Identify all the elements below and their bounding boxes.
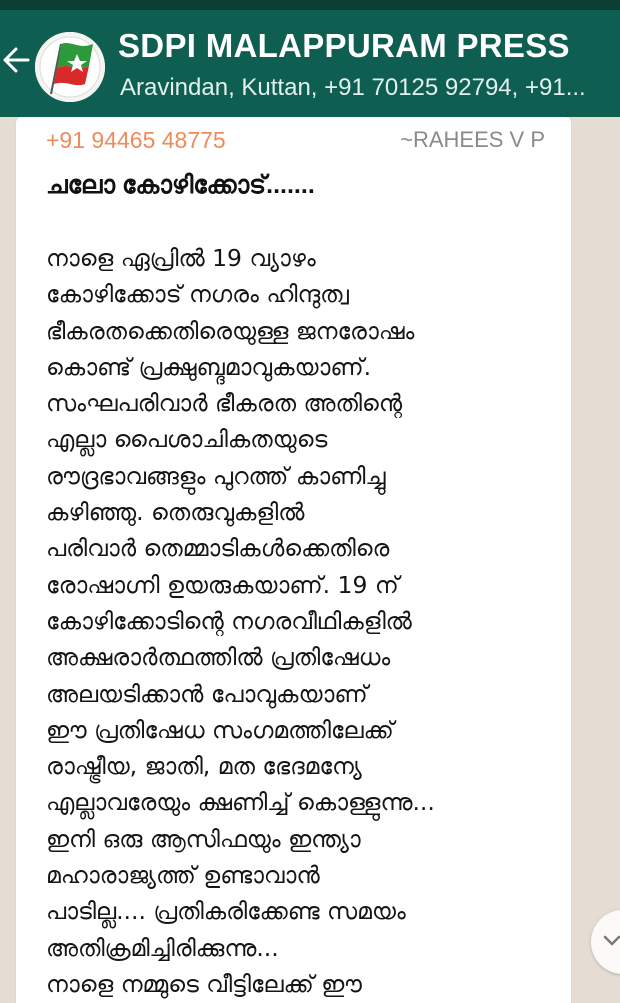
arrow-left-icon (0, 40, 34, 80)
scroll-to-bottom-button[interactable] (591, 910, 620, 974)
message-line: അതിക്രമിച്ചിരിക്കുന്നു... (46, 933, 279, 962)
message-line: കോഴിക്കോട് നഗരം ഹിന്ദുത്വ (46, 280, 349, 309)
message-line: കൊണ്ട് പ്രക്ഷുബ്ദമാവുകയാണ്. (46, 352, 372, 381)
message-body (46, 240, 576, 1002)
flag-logo-icon (35, 32, 105, 102)
chat-header[interactable] (0, 10, 620, 117)
message-bubble[interactable] (16, 117, 571, 1003)
message-line: പരിവാർ തെമ്മാടികൾക്കെതിരെ (46, 534, 390, 563)
chat-area[interactable] (0, 117, 620, 1003)
back-button[interactable] (0, 40, 34, 80)
message-line: സംഘപരിവാർ ഭീകരത അതിന്റെ (46, 389, 403, 418)
message-line: മഹാരാജ്യത്ത് ഉണ്ടാവാൻ (46, 861, 320, 890)
message-line: പാടില്ല.... പ്രതികരിക്കേണ്ട സമയം (46, 897, 406, 926)
message-line: നാളെ ഏപ്രിൽ 19 വ്യാഴം (46, 244, 316, 272)
message-line: എല്ലാവരേയും ക്ഷണിച്ച് കൊള്ളുന്നു... (46, 788, 435, 817)
sender-phone[interactable]: +91 94465 48775 (46, 127, 226, 153)
group-title[interactable]: SDPI MALAPPURAM PRESS (118, 27, 570, 64)
message-line: നാളെ നമ്മുടെ വീട്ടിലേക്ക് ഈ (46, 969, 362, 998)
message-line: അലയടിക്കാൻ പോവുകയാണ് (46, 679, 368, 708)
status-bar (0, 0, 620, 10)
message-line: ഈ പ്രതിഷേധ സംഗമത്തിലേക്ക് (46, 715, 394, 744)
message-line: അക്ഷരാർത്ഥത്തിൽ പ്രതിഷേധം (46, 643, 391, 672)
message-heading: ചലോ കോഴിക്കോട്....... (46, 171, 315, 199)
group-avatar[interactable] (35, 32, 105, 102)
message-line: രോഷാഗ്നി ഉയരുകയാണ്. 19 ന് (46, 570, 399, 599)
message-line: രാഷ്ട്രീയ, ജാതി, മത ഭേദമന്യേ (46, 752, 362, 781)
message-line: കോഴിക്കോടിന്റെ നഗരവീഥികളിൽ (46, 606, 412, 635)
message-line: ഇനി ഒരു ആസിഫയും ഇന്ത്യാ (46, 824, 361, 853)
message-line: രൗദ്രഭാവങ്ങളും പുറത്ത് കാണിച്ചു (46, 461, 386, 490)
sender-name: ~RAHEES V P (400, 127, 545, 152)
message-line: ഭീകരതക്കെതിരെയുള്ള ജനരോഷം (46, 316, 415, 345)
message-line: കഴിഞ്ഞു. തെരുവുകളിൽ (46, 498, 305, 527)
message-line: എല്ലാ പൈശാചികതയുടെ (46, 425, 328, 454)
chevron-down-icon (601, 930, 620, 952)
group-members[interactable]: Aravindan, Kuttan, +91 70125 92794, +91... (120, 74, 586, 101)
